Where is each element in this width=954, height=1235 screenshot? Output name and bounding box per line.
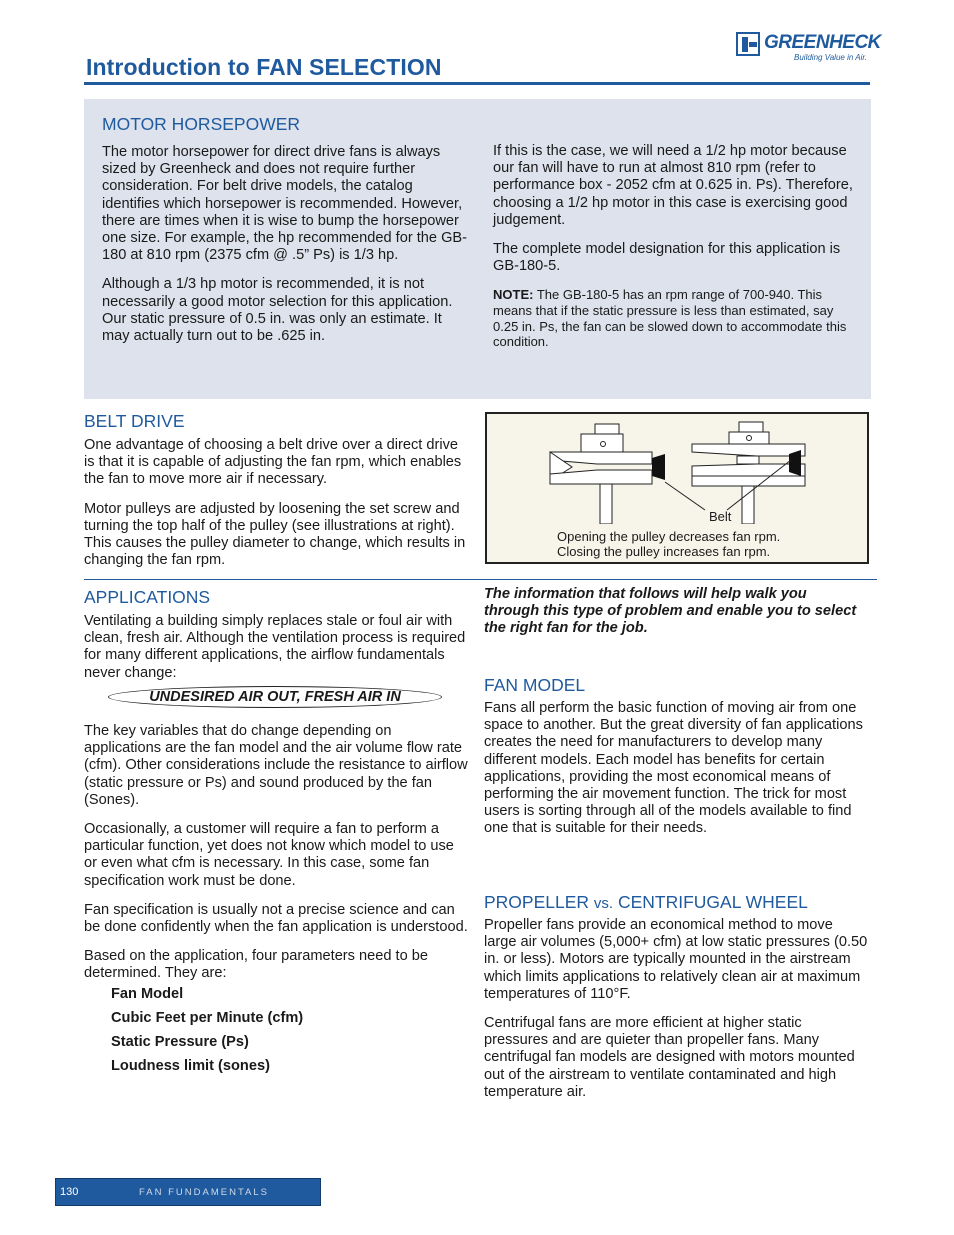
note-text: The GB-180-5 has an rpm range of 700-940. This means that if the static pressure is less than estimated, say 0.25 in. Ps, the fan can be slowed down to accommodate this condition. xyxy=(493,287,847,350)
applications-paragraph: Occasionally, a customer will require a fan to perform a particular function, yet does not know which model to use or even what cfm is necessary. In this case, some fan specification work must be done. xyxy=(84,821,454,889)
caption-line: Opening the pulley decreases fan rpm. xyxy=(557,529,781,544)
walkthrough-intro: The information that follows will help walk you through this type of problem and enable you to select the right fan for the job. xyxy=(484,586,857,637)
propeller-text xyxy=(484,917,869,1113)
parameter-item: Loudness limit (sones) xyxy=(111,1058,270,1075)
page-footer xyxy=(55,1178,321,1206)
belt-label: Belt xyxy=(709,509,732,524)
parameter-item: Static Pressure (Ps) xyxy=(111,1034,249,1051)
centrifugal-paragraph: Centrifugal fans are more efficient at higher static pressures and are quieter than propeller fans. Many centrifugal fan models are designed with motors mounted out of the airstream to ventilate contaminated and high temperature air. xyxy=(484,1015,855,1100)
footer-label: FAN FUNDAMENTALS xyxy=(139,1187,270,1198)
pulley-illustration xyxy=(485,412,869,564)
page-title: Introduction to FAN SELECTION xyxy=(86,54,442,80)
heading-part: PROPELLER xyxy=(484,892,594,912)
applications-body xyxy=(84,723,469,1082)
applications-paragraph: Ventilating a building simply replaces stale or foul air with clean, fresh air. Although the ventilation process is required for many different applications, the airflow fundamentals never change: xyxy=(84,613,466,681)
title-rule xyxy=(84,82,870,85)
parameter-item: Cubic Feet per Minute (cfm) xyxy=(111,1009,304,1026)
note-label: NOTE: xyxy=(493,287,534,303)
belt-drive-text xyxy=(84,437,469,581)
pulley-diagram xyxy=(487,414,867,524)
logo-text: GREENHECK xyxy=(764,32,881,53)
applications-paragraph: Fan specification is usually not a precise science and can be done confidently when the fan application is understood. xyxy=(84,901,468,936)
motor-paragraph: The complete model designation for this application is GB-180-5. xyxy=(493,241,841,275)
motor-note xyxy=(493,287,857,349)
logo-tagline: Building Value in Air. xyxy=(794,53,867,62)
motor-paragraph: The motor horsepower for direct drive fans is always sized by Greenheck and does not require further consideration. For belt drive models, the catalog identifies which horsepower is recommended. However, there are times when it is wise to bump the horsepower one size. For example, the hp recommended for the GB-180 at 810 rpm (2375 cfm @ .5” Ps) is 1/3 hp. xyxy=(102,144,468,264)
logo-mark-icon xyxy=(736,32,760,56)
propeller-paragraph: Propeller fans provide an economical method to move large air volumes (5,000+ cfm) at low static pressures (0.50 in. or less). Motors are typically mounted in the airstream which limits applications to relatively clean air at maximum temperatures of 110°F. xyxy=(484,917,868,1002)
propeller-vs-centrifugal-heading xyxy=(484,892,808,913)
parameter-item: Fan Model xyxy=(111,985,184,1002)
applications-heading: APPLICATIONS xyxy=(84,587,211,607)
heading-part: vs. xyxy=(593,895,614,912)
air-slogan-pill: UNDESIRED AIR OUT, FRESH AIR IN xyxy=(108,686,442,708)
fan-model-paragraph: Fans all perform the basic function of moving air from one space to another. But the great diversity of fan applications creates the need for manufacturers to develop many different models. Each model has benefits for certain applications, providing the most economical means of performing the air movement function. The trick for most users is sorting through all of the models available to find one that is suitable for their needs. xyxy=(484,700,863,837)
caption-line: Closing the pulley increases fan rpm. xyxy=(557,544,771,559)
fan-model-heading: FAN MODEL xyxy=(484,675,586,695)
heading-part: CENTRIFUGAL WHEEL xyxy=(613,892,808,912)
motor-paragraph: If this is the case, we will need a 1/2 hp motor because our fan will have to run at almost 810 rpm (refer to performance box - 2052 cfm at 0.625 in. Ps). Therefore, choosing a 1/2 hp motor in this case is exercising good judgement. xyxy=(493,143,853,228)
section-divider xyxy=(84,579,877,580)
motor-right-column xyxy=(493,143,857,362)
page-number: 130 xyxy=(60,1186,79,1198)
motor-left-column xyxy=(102,144,468,357)
motor-horsepower-heading: MOTOR HORSEPOWER xyxy=(102,114,301,134)
greenheck-logo xyxy=(736,30,881,64)
applications-paragraph: The key variables that do change depending on applications are the fan model and the air volume flow rate (cfm). Other considerations include the resistance to airflow (static pressure or Ps) and sound produced by the fan (Sones). xyxy=(84,723,468,808)
fan-model-text xyxy=(484,700,869,850)
belt-drive-heading: BELT DRIVE xyxy=(84,411,185,431)
belt-paragraph: One advantage of choosing a belt drive over a direct drive is that it is capable of adjusting the fan rpm, which enables the fan to move more air if necessary. xyxy=(84,437,462,488)
applications-paragraph: Based on the application, four parameters need to be determined. They are: xyxy=(84,948,428,982)
applications-intro xyxy=(84,613,469,694)
pulley-caption xyxy=(557,529,780,559)
belt-paragraph: Motor pulleys are adjusted by loosening the set screw and turning the top half of the pulley (see illustrations at right). This causes the pulley diameter to change, which results in changing the fan rpm. xyxy=(84,500,466,569)
motor-paragraph: Although a 1/3 hp motor is recommended, it is not necessarily a good motor selection for this application. Our static pressure of 0.5 in. was only an estimate. It may actually turn out to be .625 in. xyxy=(102,276,453,345)
